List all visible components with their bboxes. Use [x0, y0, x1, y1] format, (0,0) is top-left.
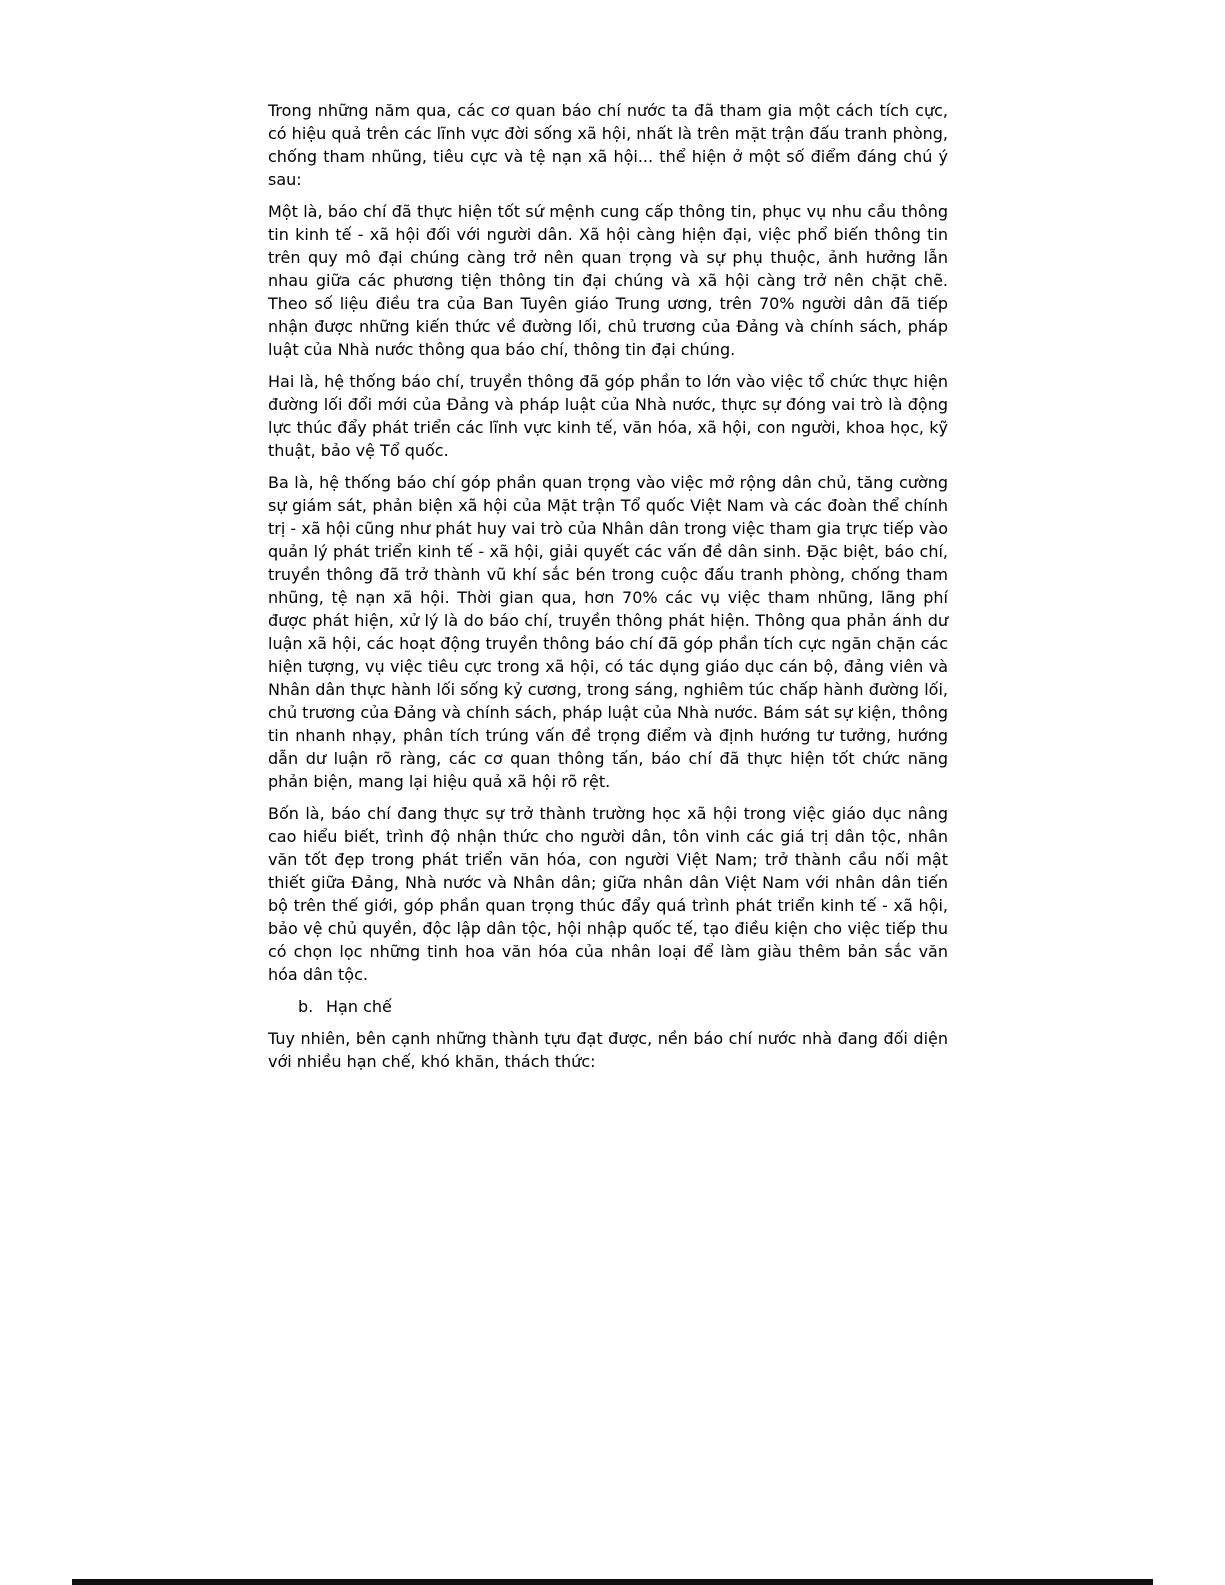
paragraph-point-four: Bốn là, báo chí đang thực sự trở thành trường học xã hội trong việc giáo dục nâng cao hiểu biết, trình độ nhận thức cho người dân, tôn vinh các giá trị dân tộc, nhân văn tốt đẹp trong phát triển văn hóa, con người Việt Nam; trở thành cầu nối mật thiết giữa Đảng, Nhà nước và Nhân dân; giữa nhân dân Việt Nam với nhân dân tiến bộ trên thế giới, góp phần quan trọng thúc đẩy quá trình phát triển kinh tế - xã hội, bảo vệ chủ quyền, độc lập dân tộc, hội nhập quốc tế, tạo điều kiện cho việc tiếp thu có chọn lọc những tinh hoa văn hóa của nhân loại để làm giàu thêm bản sắc văn hóa dân tộc. [268, 804, 948, 984]
paragraph-intro: Trong những năm qua, các cơ quan báo chí nước ta đã tham gia một cách tích cực, có hiệu quả trên các lĩnh vực đời sống xã hội, nhất là trên mặt trận đấu tranh phòng, chống tham nhũng, tiêu cực và tệ nạn xã hội... thể hiện ở một số điểm đáng chú ý sau: [268, 101, 948, 189]
paragraph-closing: Tuy nhiên, bên cạnh những thành tựu đạt được, nền báo chí nước nhà đang đối diện với nhiều hạn chế, khó khăn, thách thức: [268, 1029, 948, 1071]
paragraph-point-two: Hai là, hệ thống báo chí, truyền thông đã góp phần to lớn vào việc tổ chức thực hiện đường lối đổi mới của Đảng và pháp luật của Nhà nước, thực sự đóng vai trò là động lực thúc đẩy phát triển các lĩnh vực kinh tế, văn hóa, xã hội, con người, khoa học, kỹ thuật, bảo vệ Tổ quốc. [268, 372, 948, 460]
page-break-rule [72, 1579, 1153, 1585]
subsection-marker: b. [298, 997, 314, 1016]
paragraph-point-three: Ba là, hệ thống báo chí góp phần quan trọng vào việc mở rộng dân chủ, tăng cường sự giám sát, phản biện xã hội của Mặt trận Tổ quốc Việt Nam và các đoàn thể chính trị - xã hội cũng như phát huy vai trò của Nhân dân trong việc tham gia trực tiếp vào quản lý phát triển kinh tế - xã hội, giải quyết các vấn đề dân sinh. Đặc biệt, báo chí, truyền thông đã trở thành vũ khí sắc bén trong cuộc đấu tranh phòng, chống tham nhũng, tệ nạn xã hội. Thời gian qua, hơn 70% các vụ việc tham nhũng, lãng phí được phát hiện, xử lý là do báo chí, truyền thông phát hiện. Thông qua phản ánh dư luận xã hội, các hoạt động truyền thông báo chí đã góp phần tích cực ngăn chặn các hiện tượng, vụ việc tiêu cực trong xã hội, có tác dụng giáo dục cán bộ, đảng viên và Nhân dân thực hành lối sống kỷ cương, trong sáng, nghiêm túc chấp hành đường lối, chủ trương của Đảng và chính sách, pháp luật của Nhà nước. Bám sát sự kiện, thông tin nhanh nhạy, phân tích trúng vấn đề trọng điểm và định hướng tư tưởng, hướng dẫn dư luận rõ ràng, các cơ quan thông tấn, báo chí đã thực hiện tốt chức năng phản biện, mang lại hiệu quả xã hội rõ rệt. [268, 473, 948, 791]
paragraph-point-one: Một là, báo chí đã thực hiện tốt sứ mệnh cung cấp thông tin, phục vụ nhu cầu thông tin kinh tế - xã hội đối với người dân. Xã hội càng hiện đại, việc phổ biến thông tin trên quy mô đại chúng càng trở nên quan trọng và sự phụ thuộc, ảnh hưởng lẫn nhau giữa các phương tiện thông tin đại chúng và xã hội càng trở nên chặt chẽ. Theo số liệu điều tra của Ban Tuyên giáo Trung ương, trên 70% người dân đã tiếp nhận được những kiến thức về đường lối, chủ trương của Đảng và chính sách, pháp luật của Nhà nước thông qua báo chí, thông tin đại chúng. [268, 202, 948, 359]
subsection-heading [298, 995, 948, 1018]
document-page [268, 99, 948, 1082]
subsection-title: Hạn chế [326, 997, 392, 1016]
